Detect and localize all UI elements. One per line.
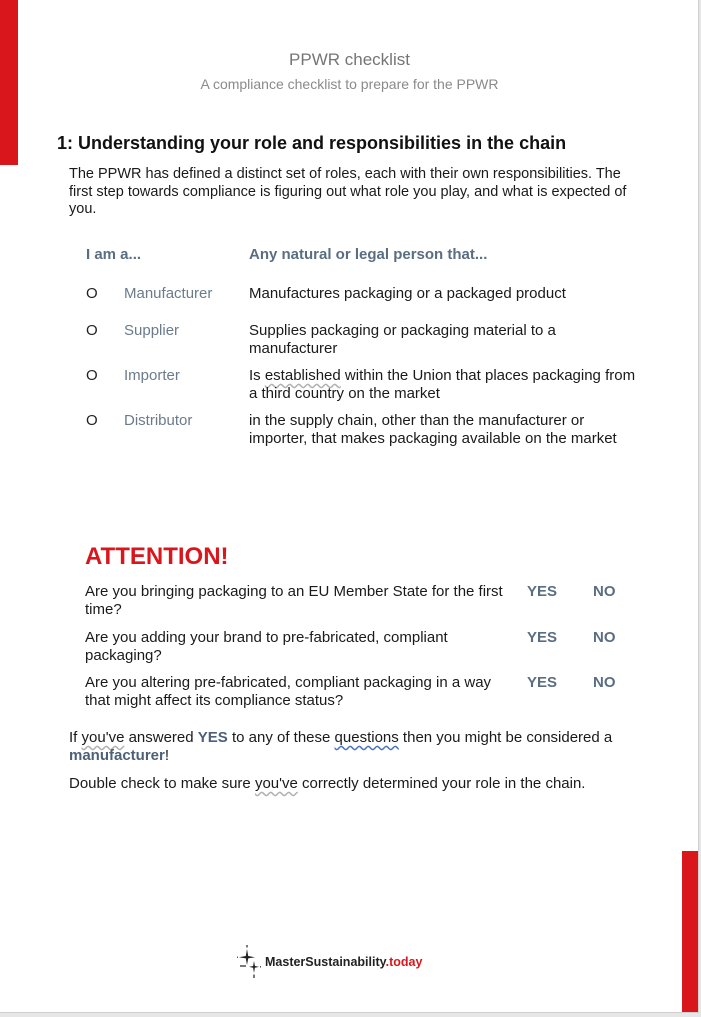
red-accent-bar-bottom (682, 851, 699, 1013)
text-fragment: If (69, 729, 82, 746)
yes-option[interactable]: YES (527, 629, 558, 646)
document-subtitle: A compliance checklist to prepare for the PPWR (200, 76, 499, 92)
no-option[interactable]: NO (593, 583, 616, 600)
attention-heading: ATTENTION! (85, 543, 229, 570)
no-option[interactable]: NO (593, 674, 616, 691)
text-fragment: then you might be considered a (398, 729, 613, 746)
role-name: Distributor (124, 412, 193, 429)
grammar-underlined-word: questions (334, 729, 399, 746)
section-heading: 1: Understanding your role and responsibilities in the chain (57, 133, 567, 153)
text-fragment: answered (124, 729, 198, 746)
no-option[interactable]: NO (593, 629, 616, 646)
emphasis-manufacturer: manufacturer (69, 747, 165, 764)
logo-wordmark (265, 955, 422, 969)
text-fragment: correctly determined your role in the chain. (297, 775, 586, 792)
role-description: Supplies packaging or packaging material to a manufacturer (249, 322, 556, 357)
role-name: Manufacturer (124, 285, 213, 302)
column-header-description: Any natural or legal person that... (249, 246, 488, 263)
footer-logo (237, 945, 422, 979)
question-text: Are you bringing packaging to an EU Member State for the first time? (85, 583, 503, 618)
sparkle-logo-icon (237, 945, 261, 979)
manufacturer-note (69, 729, 649, 765)
role-description: in the supply chain, other than the manufacturer or importer, that makes packaging available on the market (249, 412, 617, 447)
spellcheck-underlined-word: you've (254, 775, 298, 792)
role-name: Importer (124, 367, 180, 384)
role-description (249, 367, 639, 403)
role-checkbox[interactable]: O (86, 285, 98, 302)
text-fragment: Is (249, 367, 265, 384)
role-checkbox[interactable]: O (86, 367, 98, 384)
yes-option[interactable]: YES (527, 674, 558, 691)
question-text: Are you altering pre-fabricated, compliant packaging in a way that might affect its compliance status? (85, 674, 492, 709)
role-description: Manufactures packaging or a packaged product (249, 285, 566, 302)
yes-option[interactable]: YES (527, 583, 558, 600)
role-checkbox[interactable]: O (86, 412, 98, 429)
emphasis-yes: YES (197, 729, 228, 746)
double-check-note (69, 775, 649, 793)
text-fragment: ! (164, 747, 170, 764)
text-fragment: within the Union that places packaging from a third country on the market (249, 367, 636, 402)
text-fragment: Double check to make sure (69, 775, 255, 792)
role-name: Supplier (124, 322, 180, 339)
question-text: Are you adding your brand to pre-fabricated, compliant packaging? (85, 629, 448, 664)
column-header-role: I am a... (86, 246, 142, 263)
role-checkbox[interactable]: O (86, 322, 98, 339)
document-title: PPWR checklist (289, 50, 410, 69)
logo-main-text: MasterSustainability (265, 955, 386, 969)
section-intro: The PPWR has defined a distinct set of roles, each with their own responsibilities. The first step towards compliance is figuring out what role you play, and what is expected of you. (69, 166, 627, 217)
text-fragment: to any of these (227, 729, 335, 746)
spellcheck-underlined-word: established (264, 367, 341, 384)
spellcheck-underlined-word: you've (81, 729, 125, 746)
logo-suffix-text: .today (385, 955, 423, 969)
